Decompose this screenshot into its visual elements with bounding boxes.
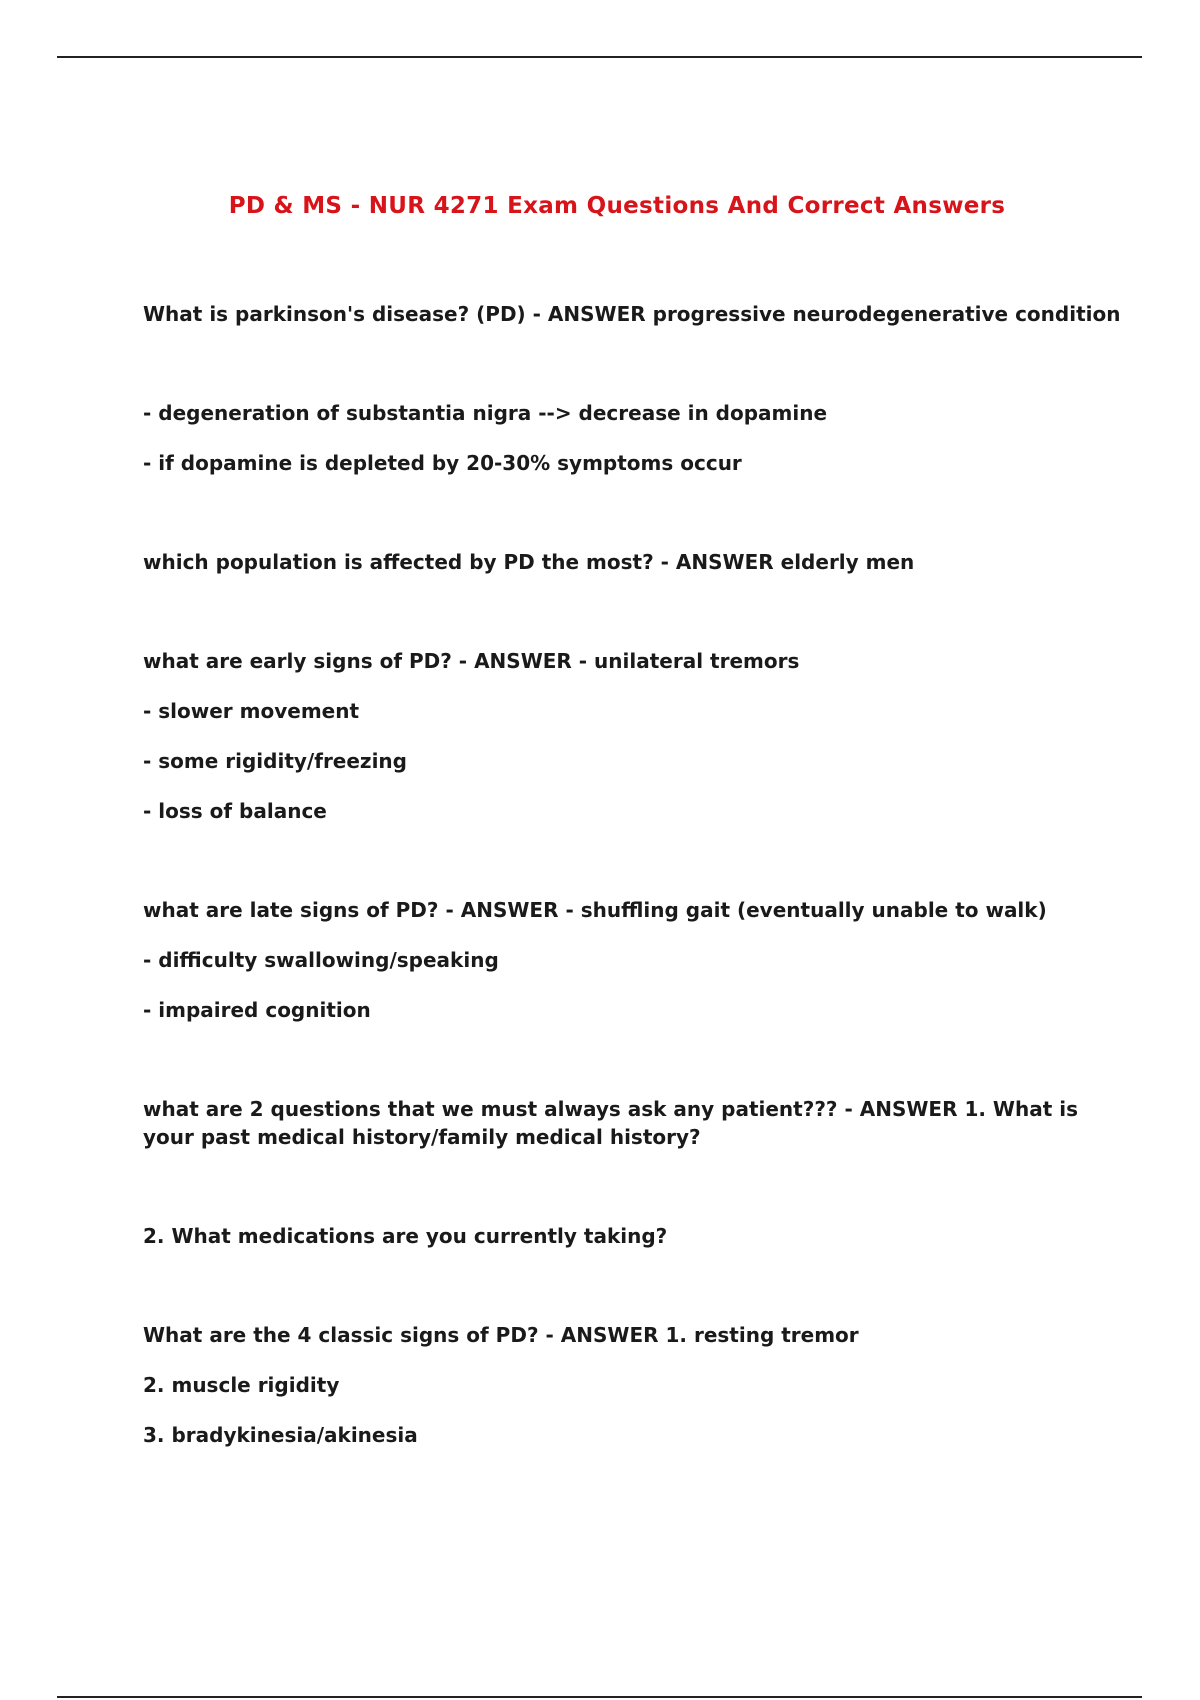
qa-line: what are early signs of PD? - ANSWER - unilateral tremors	[143, 649, 800, 673]
header-divider	[57, 56, 1142, 58]
qa-line: - some rigidity/freezing	[143, 749, 407, 773]
qa-line: 2. What medications are you currently taking?	[143, 1224, 668, 1248]
qa-line: - loss of balance	[143, 799, 327, 823]
qa-line: - difficulty swallowing/speaking	[143, 948, 499, 972]
qa-line: - if dopamine is depleted by 20-30% symptoms occur	[143, 451, 742, 475]
qa-line: - impaired cognition	[143, 998, 371, 1022]
qa-line: What is parkinson's disease? (PD) - ANSWER progressive neurodegenerative condition	[143, 302, 1121, 326]
document-title: PD & MS - NUR 4271 Exam Questions And Correct Answers	[228, 193, 1006, 219]
document-body	[143, 300, 1121, 1449]
qa-line: 3. bradykinesia/akinesia	[143, 1423, 418, 1447]
qa-line: what are 2 questions that we must always ask any patient??? - ANSWER 1. What is your past medical history/family medical history?	[143, 1097, 1079, 1149]
qa-line: what are late signs of PD? - ANSWER - shuffling gait (eventually unable to walk)	[143, 898, 1047, 922]
qa-line: which population is affected by PD the most? - ANSWER elderly men	[143, 550, 915, 574]
qa-line: What are the 4 classic signs of PD? - ANSWER 1. resting tremor	[143, 1323, 859, 1347]
qa-line: - degeneration of substantia nigra --> decrease in dopamine	[143, 401, 828, 425]
qa-line: 2. muscle rigidity	[143, 1373, 340, 1397]
qa-line: - slower movement	[143, 699, 360, 723]
footer-divider	[57, 1696, 1142, 1698]
